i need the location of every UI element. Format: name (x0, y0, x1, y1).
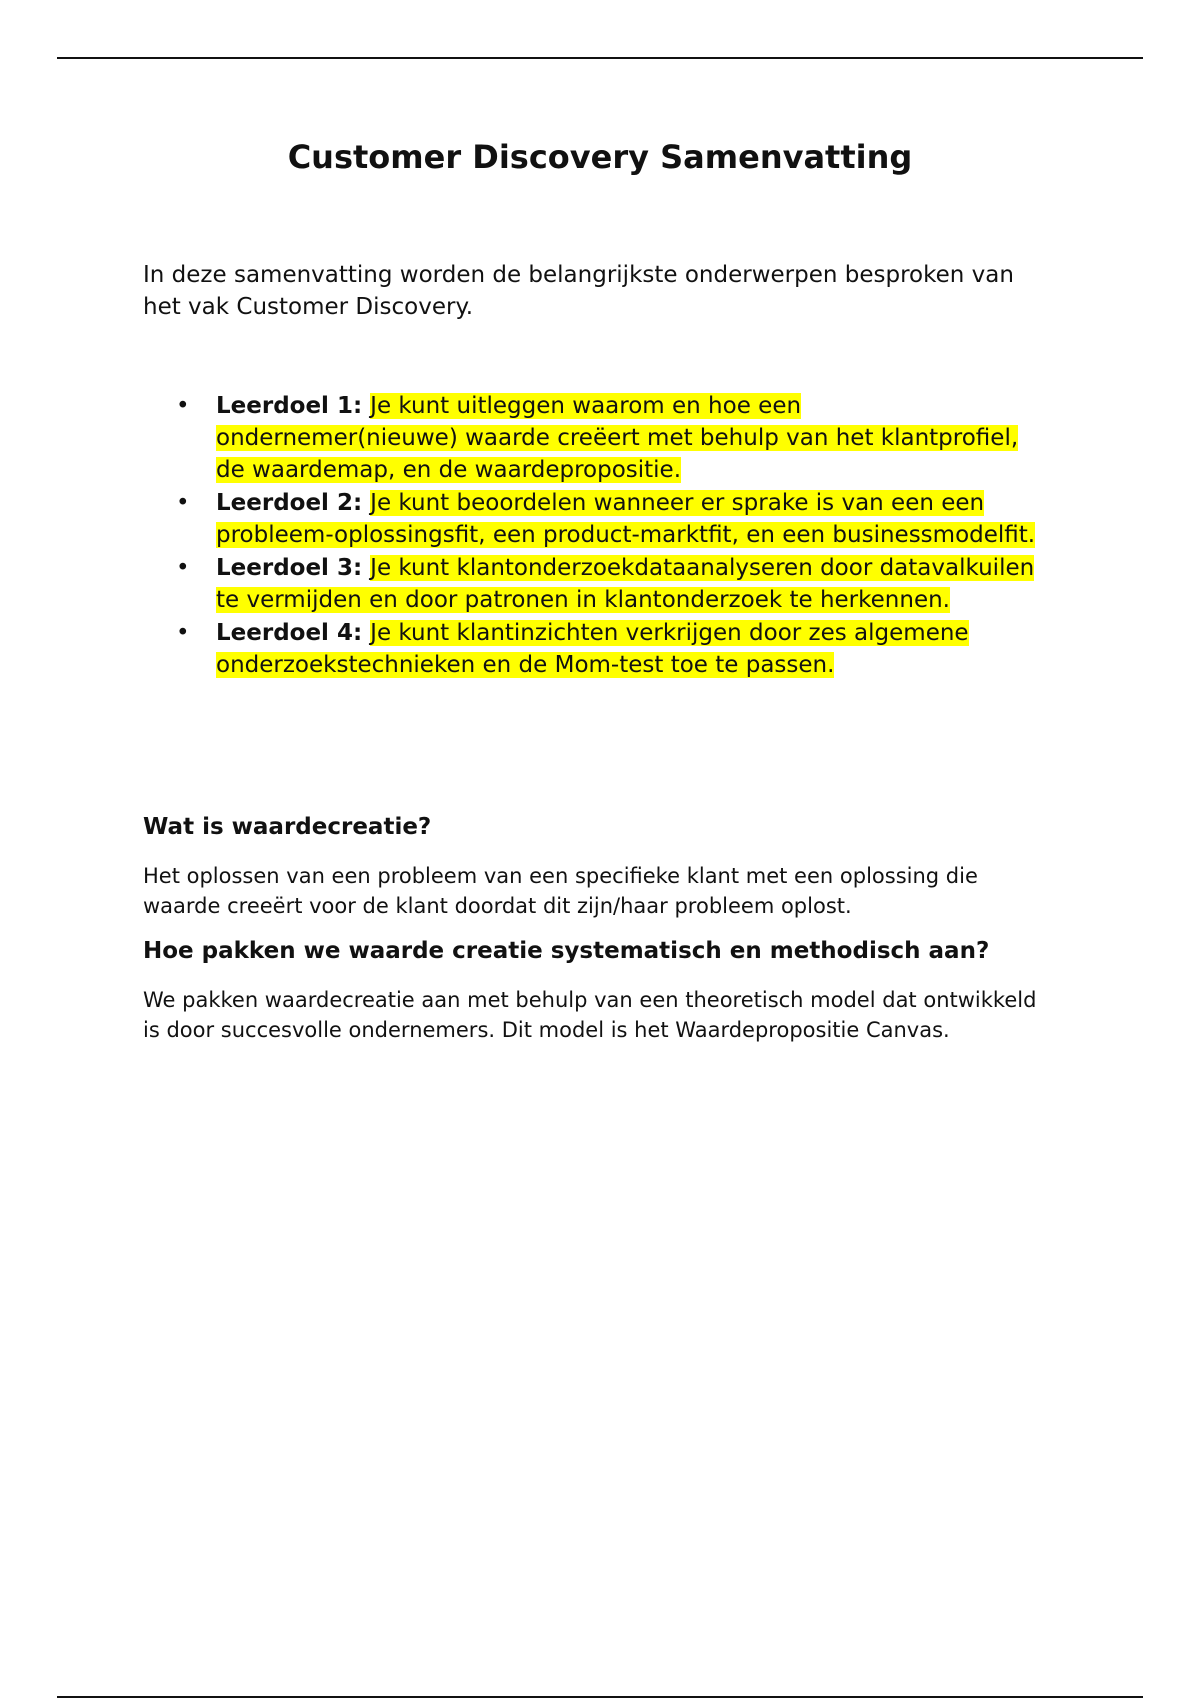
learning-goal-text: Je kunt beoordelen wanneer er sprake is van een een probleem-oplossingsfit, een product-marktfit, en een businessmodelfit. (216, 490, 1036, 548)
learning-goal-3 (143, 552, 1043, 616)
learning-goal-label: Leerdoel 3: (216, 555, 371, 581)
section-body-waardecreatie: Het oplossen van een probleem van een specifieke klant met een oplossing die waarde creeërt voor de klant doordat dit zijn/haar probleem oplost. (143, 864, 978, 918)
section-heading-waardecreatie: Wat is waardecreatie? (143, 814, 432, 840)
learning-goal-text: Je kunt klantinzichten verkrijgen door zes algemene onderzoekstechnieken en de Mom-test toe te passen. (216, 620, 969, 678)
section-body-aanpak: We pakken waardecreatie aan met behulp van een theoretisch model dat ontwikkeld is door succesvolle ondernemers. Dit model is het Waardepropositie Canvas. (143, 988, 1037, 1042)
learning-goal-text: Je kunt klantonderzoekdataanalyseren door datavalkuilen te vermijden en door patronen in klantonderzoek te herkennen. (216, 555, 1035, 613)
learning-goal-4 (143, 617, 1043, 681)
learning-goal-label: Leerdoel 2: (216, 490, 371, 516)
learning-goals-list (143, 390, 1043, 682)
section-heading-aanpak: Hoe pakken we waarde creatie systematisch en methodisch aan? (143, 938, 990, 964)
learning-goal-2 (143, 487, 1043, 551)
learning-goal-1 (143, 390, 1043, 486)
bullet-icon: • (176, 620, 190, 646)
page-title: Customer Discovery Samenvatting (287, 138, 913, 176)
bullet-icon: • (176, 490, 190, 516)
bullet-icon: • (176, 555, 190, 581)
learning-goal-label: Leerdoel 4: (216, 620, 371, 646)
bullet-icon: • (176, 393, 190, 419)
intro-paragraph: In deze samenvatting worden de belangrijkste onderwerpen besproken van het vak Customer Discovery. (143, 262, 1014, 320)
learning-goal-text: Je kunt uitleggen waarom en hoe een ondernemer(nieuwe) waarde creëert met behulp van het klantprofiel, de waardemap, en de waardepropositie. (216, 393, 1019, 483)
learning-goal-label: Leerdoel 1: (216, 393, 371, 419)
bottom-rule (57, 1696, 1143, 1698)
top-rule (57, 57, 1143, 59)
